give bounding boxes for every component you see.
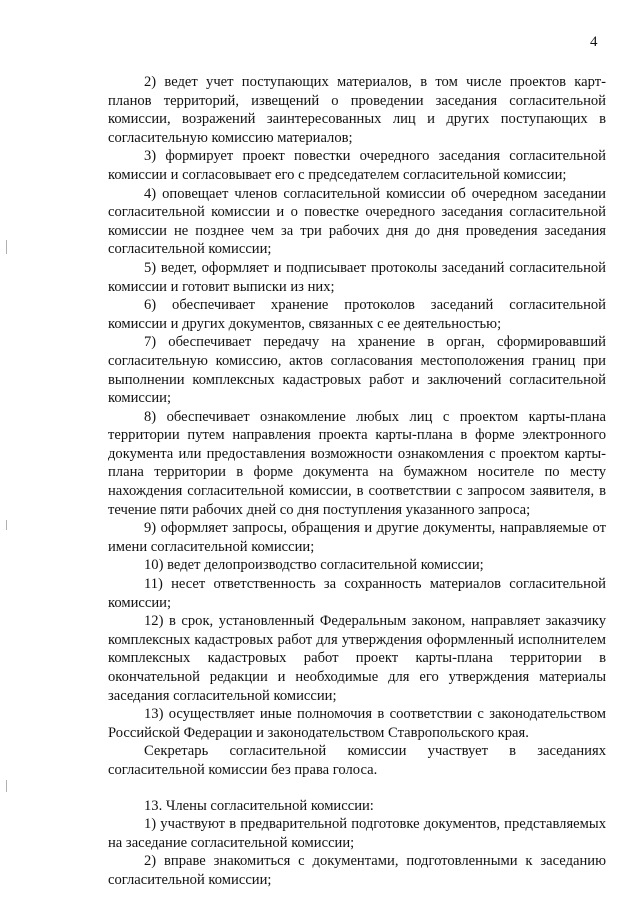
section-gap xyxy=(108,780,606,797)
paragraph-item-7: 7) обеспечивает передачу на хранение в орган, сформировавший согласительную комиссию, актов согласования местоположения границ при выполнении комплексных кадастровых работ и заключений согласительной комиссии; xyxy=(108,334,606,407)
paragraph-item-10: 10) ведет делопроизводство согласительной комиссии; xyxy=(144,557,484,574)
paragraph-item-13: 13) осуществляет иные полномочия в соответствии с законодательством Российской Федерации и законодательством Ставропольского края. xyxy=(108,706,606,741)
page-number: 4 xyxy=(590,34,598,50)
paragraph-item-4: 4) оповещает членов согласительной комиссии об очередном заседании согласительной комиссии и о повестке очередного заседания согласительной комиссии не позднее чем за три рабочих дня до дня проведения заседания согласительной комиссии; xyxy=(108,185,606,258)
scan-margin-mark xyxy=(6,780,7,792)
scan-margin-mark xyxy=(6,240,7,254)
paragraph-item-11: 11) несет ответственность за сохранность материалов согласительной комиссии; xyxy=(108,576,606,611)
paragraph-item-8: 8) обеспечивает ознакомление любых лиц с проектом карты-плана территории путем направления проекта карты-плана в форме электронного документа или предоставления возможности ознакомления с проектом карты-плана территории в форме документа на бумажном носителе по месту нахождения согласительной комиссии, в соответствии с запросом заявителя, в течение пяти рабочих дней со дня поступления указанного запроса; xyxy=(108,408,606,518)
paragraph-item-9: 9) оформляет запросы, обращения и другие документы, направляемые от имени согласительной комиссии; xyxy=(108,520,606,555)
paragraph-secretary-note: Секретарь согласительной комиссии участвует в заседаниях согласительной комиссии без права голоса. xyxy=(108,743,606,778)
paragraph-item-12: 12) в срок, установленный Федеральным законом, направляет заказчику комплексных кадастровых работ для утверждения оформленный исполнителем комплексных кадастровых работ проект карты-плана территории в окончательной редакции и необходимые для его утверждения материалы заседания согласительной комиссии; xyxy=(108,613,606,704)
paragraph-member-1: 1) участвуют в предварительной подготовке документов, представляемых на заседание согласительной комиссии; xyxy=(108,816,606,851)
paragraph-item-3: 3) формирует проект повестки очередного заседания согласительной комиссии и согласовывает его с председателем согласительной комиссии; xyxy=(108,148,606,183)
paragraph-item-2: 2) ведет учет поступающих материалов, в том числе проектов карт-планов территорий, извещений о проведении заседания согласительной комиссии, возражений заинтересованных лиц и других поступающих в согласительную комиссию материалов; xyxy=(108,74,606,146)
paragraph-item-6: 6) обеспечивает хранение протоколов заседаний согласительной комиссии и других документов, связанных с ее деятельностью; xyxy=(108,297,606,332)
section-heading-13: 13. Члены согласительной комиссии: xyxy=(144,797,374,814)
scan-margin-mark xyxy=(6,520,7,530)
document-body xyxy=(108,73,606,890)
paragraph-member-2: 2) вправе знакомиться с документами, подготовленными к заседанию согласительной комиссии; xyxy=(108,853,606,888)
paragraph-item-5: 5) ведет, оформляет и подписывает протоколы заседаний согласительной комиссии и готовит выписки из них; xyxy=(108,259,606,295)
